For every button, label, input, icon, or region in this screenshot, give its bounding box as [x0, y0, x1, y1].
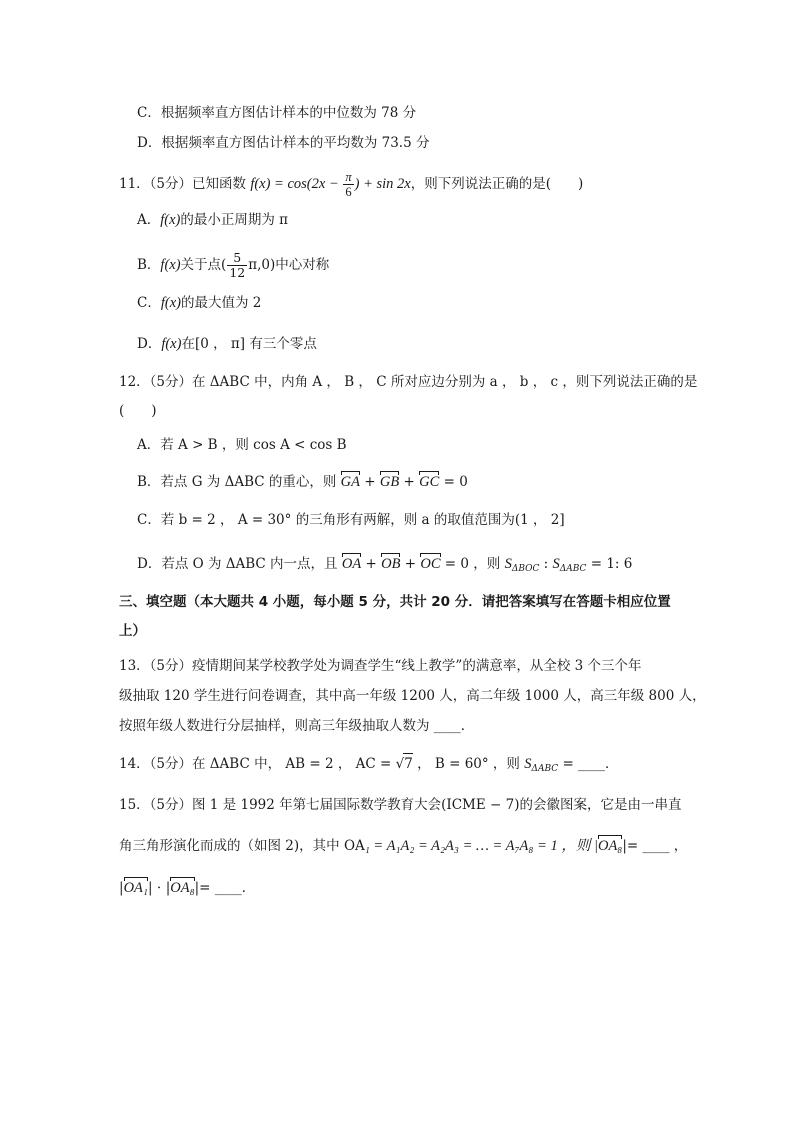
q11-option-c — [137, 293, 261, 313]
q11-b-label: B． — [137, 257, 161, 273]
q12-d-s1-sub: ΔBOC — [511, 564, 540, 574]
q11-fraction — [343, 170, 353, 199]
q12-b-vec-gc: GC — [419, 474, 440, 490]
q12-option-c: C．若 b = 2 ， A = 30° 的三角形有两解，则 a 的取值范围为(1 ， 2] — [137, 512, 565, 528]
q11-func-left: f(x) = cos(2x − — [250, 176, 343, 192]
q11-frac-num: π — [345, 170, 352, 184]
question-12-stem-line1: 12．（5分）在 ΔABC 中，内角 A ， B ， C 所对应边分别为 a ， b ， c ，则下列说法正确的是 — [119, 374, 698, 390]
q11-func-right: ) + sin 2x — [354, 176, 411, 192]
question-13-line1: 13．（5分）疫情期间某学校教学处为调查学生“线上教学”的满意率，从全校 3 个三个年 — [119, 658, 642, 674]
q15-line2-math: ₁ = A₁A₂ = A₂A₃ = … = A₇A₈ = 1 ，则 | — [364, 838, 598, 854]
option-c-q10: C．根据频率直方图估计样本的中位数为 78 分 — [137, 105, 417, 121]
q15-vec-oa1: OA₁ — [123, 880, 148, 896]
section-3-heading-line2: 上） — [119, 623, 146, 639]
q12-option-b: B．若点 G 为 ΔABC 的重心，则 GA + GB + GC = 0 — [137, 474, 468, 490]
question-13-line3: 按照年级人数进行分层抽样，则高三年级抽取人数为 ____． — [119, 718, 475, 734]
question-13-line2: 级抽取 120 学生进行问卷调查，其中高一年级 1200 人，高二年级 1000 人，高三年级 800 人， — [119, 688, 706, 704]
q11-c-text: 的最大值为 2 — [180, 295, 262, 311]
section-3-heading-line1: 三、填空题（本大题共 4 小题，每小题 5 分，共计 20 分．请把答案填写在答题卡相应位置 — [119, 594, 671, 610]
q12-d-mid: = 0 ，则 — [440, 556, 505, 572]
q12-b-vec-ga: GA — [340, 474, 361, 490]
q12-option-a: A．若 A > B ，则 cos A < cos B — [137, 437, 347, 453]
q12-d-vec-oc: OC — [420, 556, 441, 572]
q11-b-math: f(x) — [160, 257, 181, 273]
q11-d-math: f(x) — [161, 336, 182, 352]
q11-b-fraction — [227, 251, 247, 280]
q14-pre: 14．（5分）在 ΔABC 中， AB = 2 ， AC = — [119, 756, 396, 772]
q11-b-text2: π,0)中心对称 — [248, 257, 330, 273]
q15-line2-pre: 角三角形演化而成的（如图 2)，其中 OA — [119, 838, 365, 854]
q15-vec-oa8-b: OA₈ — [170, 880, 195, 896]
question-15-line1: 15．（5分）图 1 是 1992 年第七届国际数学教育大会(ICME − 7)的会徽图案，它是由一串直 — [119, 797, 682, 813]
q12-b-vec-gb: GB — [379, 474, 400, 490]
q12-d-vec-oa: OA — [341, 556, 362, 572]
q12-d-s1: S — [504, 556, 512, 572]
question-15-line3 — [119, 878, 255, 898]
q11-b-den: 12 — [229, 265, 246, 280]
q11-b-num: 5 — [227, 251, 247, 266]
q12-d-pre: D．若点 O 为 ΔABC 内一点，且 — [137, 556, 342, 572]
question-15-line2 — [119, 836, 687, 856]
q14-s-sub: ΔABC — [531, 764, 559, 774]
q11-c-label: C． — [137, 295, 161, 311]
q15-vec-oa8: OA₈ — [597, 838, 623, 854]
q14-sqrt: 7 — [403, 753, 413, 774]
q12-b-post: = 0 — [439, 474, 468, 490]
q15-line2-post: |= ____ ， — [622, 838, 688, 854]
question-14: 14．（5分）在 ΔABC 中， AB = 2 ， AC = √7 ， B = 60° ，则 $S_{\Delta ABC}$ = ____． — [119, 753, 619, 779]
q11-d-text: 在[0 ， π] 有三个零点 — [181, 336, 317, 352]
q12-option-d: D．若点 O 为 ΔABC 内一点，且 OA + OB + OC = 0 ，则 $S_{\Delta BOC}$ : $S_{\Delta ABC} = 1$: 6 — [137, 556, 633, 574]
q12-d-s2: S — [552, 556, 560, 572]
q11-option-b — [137, 251, 329, 280]
q12-d-s2-sub: ΔABC — [559, 564, 587, 574]
q11-c-math: f(x) — [160, 295, 181, 311]
q11-option-d — [137, 334, 317, 354]
q14-mid: ， B = 60° ，则 — [412, 756, 525, 772]
q15-line3-pre: | — [119, 880, 124, 896]
q11-b-text1: 关于点( — [180, 257, 227, 273]
q14-post: = ____． — [558, 756, 619, 772]
q11-a-text: 的最小正周期为 π — [180, 212, 289, 228]
question-12-stem-line2: ( ) — [119, 403, 157, 419]
q11-option-a — [137, 210, 288, 230]
option-d-q10: D．根据频率直方图估计样本的平均数为 73.5 分 — [137, 135, 430, 151]
q11-frac-den: 6 — [345, 185, 352, 199]
q11-prefix: 11．（5分）已知函数 — [119, 176, 251, 192]
q12-d-ratio: = 1: 6 — [586, 556, 633, 572]
q12-d-vec-ob: OB — [381, 556, 401, 572]
q11-a-math: f(x) — [160, 212, 181, 228]
q15-line3-mid: | ⋅ | — [147, 880, 171, 896]
q11-a-label: A． — [137, 212, 161, 228]
q11-d-label: D． — [137, 336, 162, 352]
q14-s: S — [524, 756, 532, 772]
q15-line3-post: |= ____． — [194, 880, 256, 896]
q11-suffix: ，则下列说法正确的是( ) — [410, 176, 584, 192]
question-11-stem — [119, 170, 583, 199]
q12-b-pre: B．若点 G 为 ΔABC 的重心，则 — [137, 474, 341, 490]
